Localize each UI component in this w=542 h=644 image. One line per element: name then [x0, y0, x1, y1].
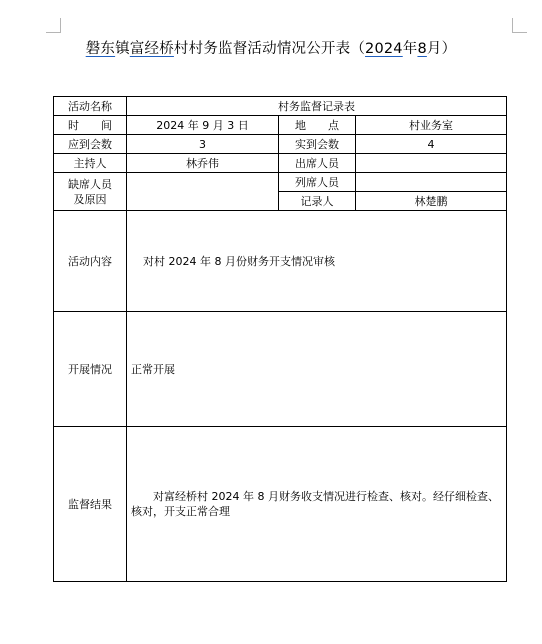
document-title: [0, 39, 542, 59]
title-year: 2024: [365, 41, 403, 57]
actual-count-label: 实到会数: [279, 135, 356, 154]
observers-value: [356, 173, 507, 192]
recorder-value: 林楚鹏: [356, 192, 507, 211]
recorder-label: 记录人: [279, 192, 356, 211]
result-label: 监督结果: [54, 427, 127, 582]
table-row-content: [54, 211, 507, 312]
progress-label: 开展情况: [54, 312, 127, 427]
title-village-name: 富经桥: [129, 41, 174, 57]
title-main-text: 村村务监督活动情况公开表（: [173, 41, 366, 57]
place-value: 村业务室: [356, 116, 507, 135]
observers-label: 列席人员: [279, 173, 356, 192]
activity-name-value: 村务监督记录表: [127, 97, 507, 116]
content-label: 活动内容: [54, 211, 127, 312]
result-value: 对富经桥村 2024 年 8 月财务收支情况进行检查、核对。经仔细检查、核对，开支正常合理: [127, 427, 507, 582]
absent-value: [127, 173, 279, 211]
table-row-absent-observers: [54, 173, 507, 192]
page-corner-mark-top-left: [46, 18, 61, 33]
time-label: 时 间: [54, 116, 127, 135]
title-month: 8: [417, 41, 427, 57]
title-year-unit: 年: [402, 41, 418, 57]
title-town-suffix: 镇: [115, 41, 130, 57]
supervision-record-table: [53, 96, 507, 582]
absent-label-line2: 及原因: [73, 192, 107, 206]
table-row-progress: [54, 312, 507, 427]
absent-label: [54, 173, 127, 211]
table-row-attendance-count: [54, 135, 507, 154]
attendees-label: 出席人员: [279, 154, 356, 173]
table-row-result: [54, 427, 507, 582]
table-row-host: [54, 154, 507, 173]
title-town-name: 磐东: [85, 41, 116, 57]
expected-count-label: 应到会数: [54, 135, 127, 154]
host-label: 主持人: [54, 154, 127, 173]
time-value: 2024 年 9 月 3 日: [127, 116, 279, 135]
host-value: 林乔伟: [127, 154, 279, 173]
table-row-time-place: [54, 116, 507, 135]
actual-count-value: 4: [356, 135, 507, 154]
absent-label-line1: 缺席人员: [68, 177, 112, 191]
attendees-value: [356, 154, 507, 173]
table-row-activity-name: [54, 97, 507, 116]
expected-count-value: 3: [127, 135, 279, 154]
page-corner-mark-top-right: [512, 18, 527, 33]
activity-name-label: 活动名称: [54, 97, 127, 116]
place-label: 地 点: [279, 116, 356, 135]
content-value: 对村 2024 年 8 月份财务开支情况审核: [127, 211, 507, 312]
title-suffix: 月）: [426, 41, 457, 57]
progress-value: 正常开展: [127, 312, 507, 427]
